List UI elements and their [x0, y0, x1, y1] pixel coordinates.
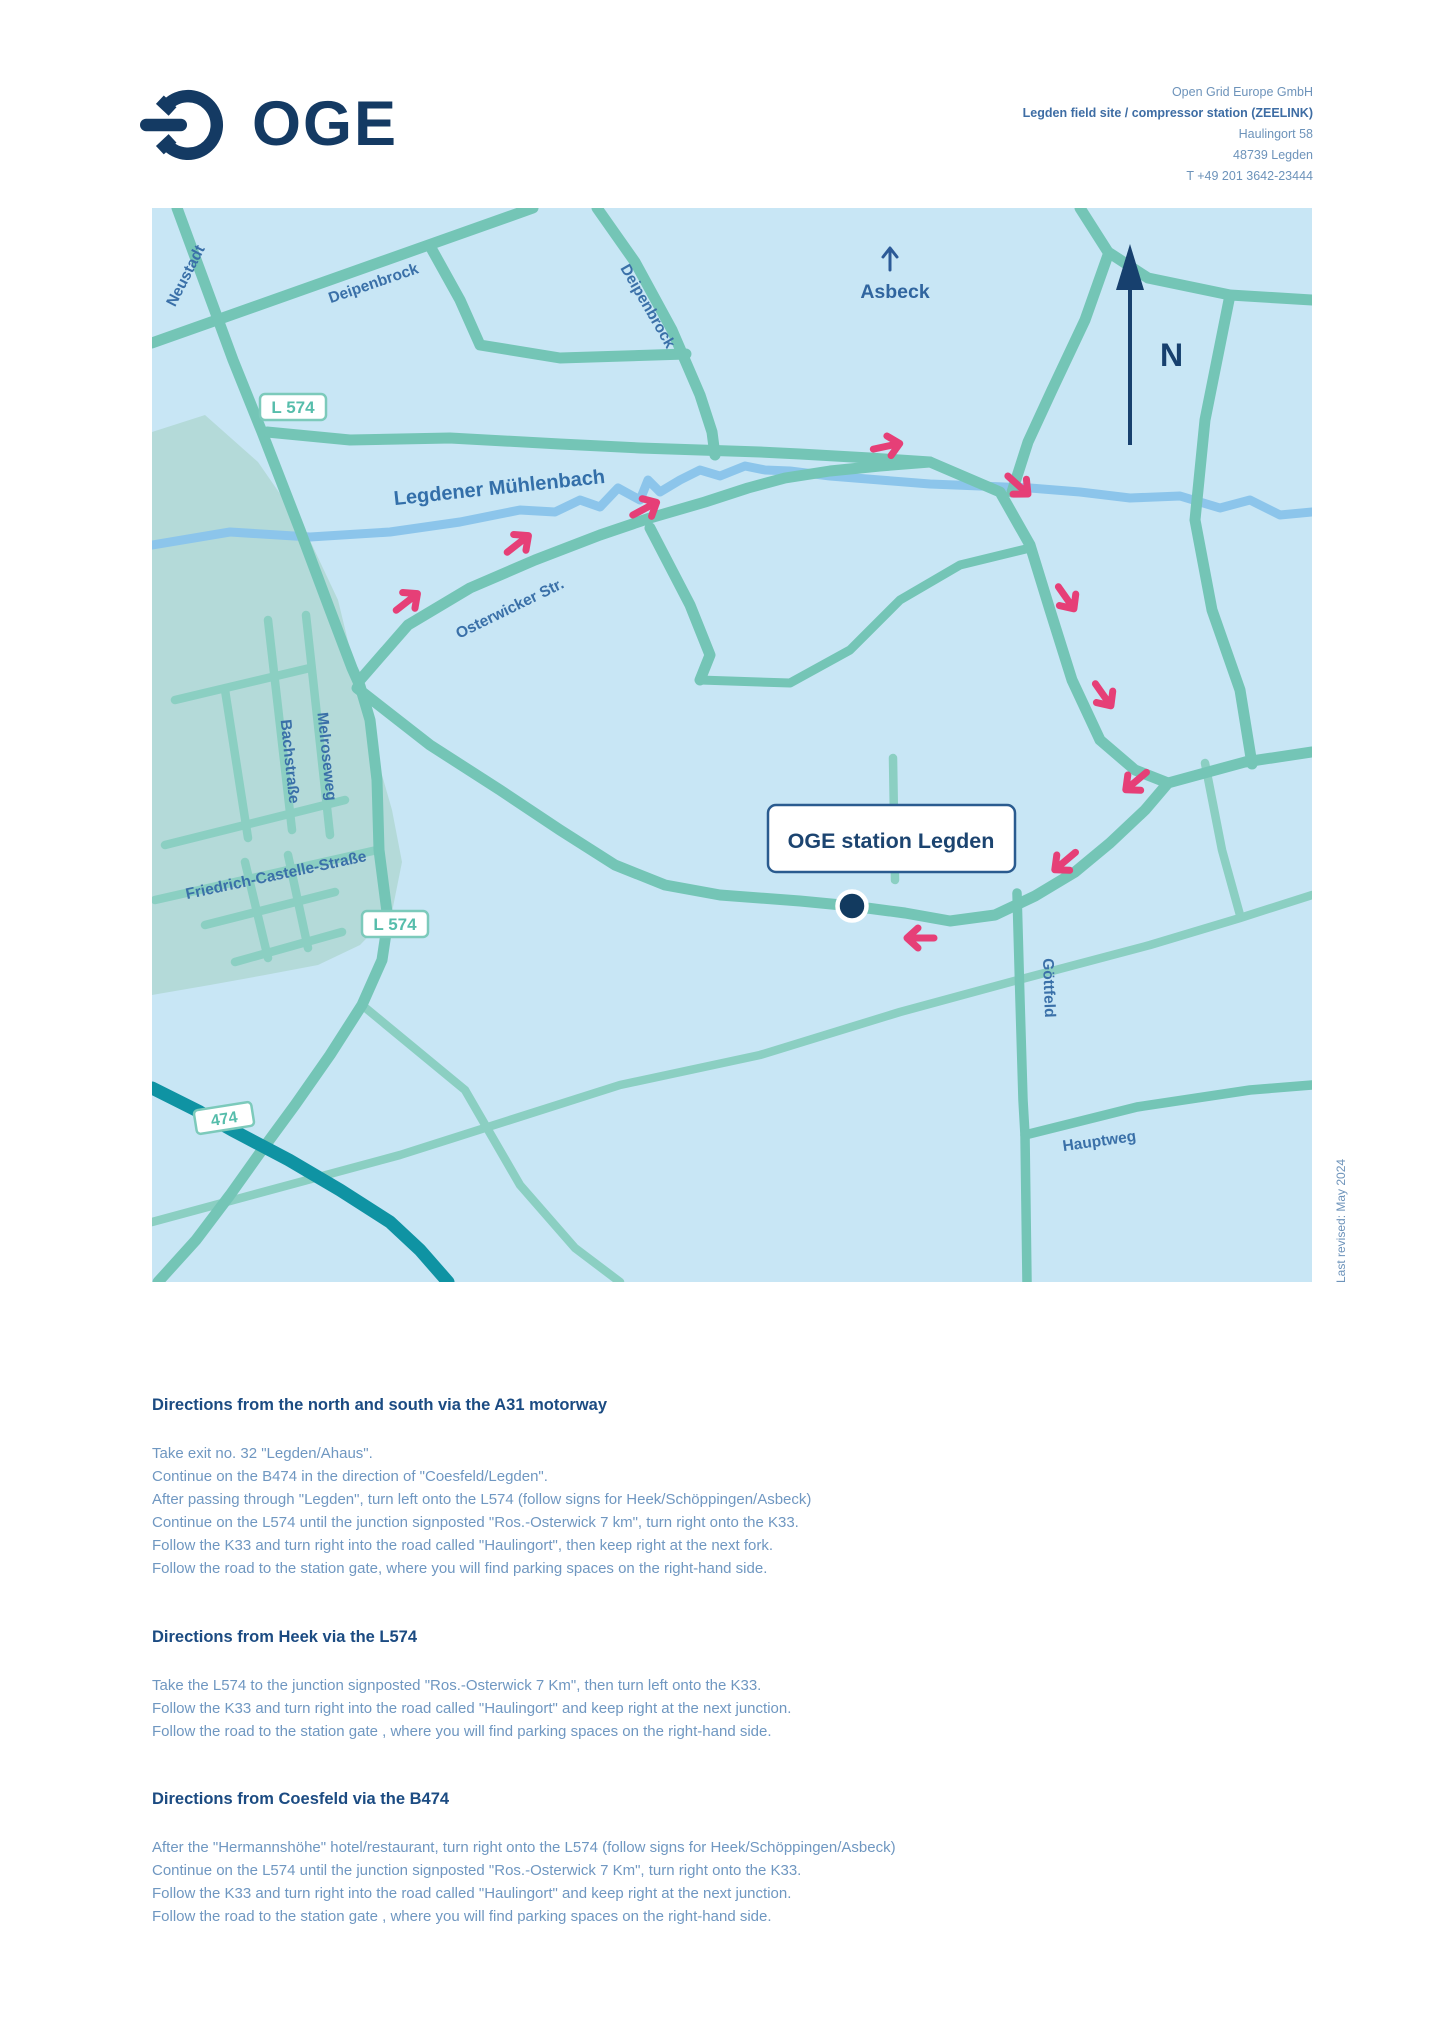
label-deipenbrock-w: Deipenbrock — [326, 260, 421, 308]
oge-logo — [140, 78, 398, 170]
site-map-svg — [152, 208, 1312, 1282]
label-neustadt: Neustadt — [163, 242, 209, 310]
label-goettfeld: Göttfeld — [1038, 957, 1059, 1018]
direction-line: Take exit no. 32 "Legden/Ahaus". — [152, 1445, 373, 1462]
direction-line: After passing through "Legden", turn left onto the L574 (follow signs for Heek/Schöppingen/Asbeck) — [152, 1491, 812, 1508]
direction-line: Continue on the L574 until the junction signposted "Ros.-Osterwick 7 km", turn right onto the K33. — [152, 1514, 799, 1531]
site-map — [152, 208, 1312, 1282]
directions-section-heek — [152, 1628, 1332, 1743]
direction-line: Follow the K33 and turn right into the road called "Haulingort" and keep right at the next junction. — [152, 1885, 792, 1902]
label-melroseweg: Melroseweg — [313, 711, 340, 802]
section-heading: Directions from Heek via the L574 — [152, 1628, 418, 1646]
directions-section-coesfeld — [152, 1790, 1332, 1928]
address-street: Haulingort 58 — [1238, 127, 1313, 141]
section-heading: Directions from Coesfeld via the B474 — [152, 1790, 450, 1808]
badge-l574-north — [260, 394, 326, 420]
direction-line: After the "Hermannshöhe" hotel/restaurant, turn right onto the L574 (follow signs for Heek/Schöppingen/Asbeck) — [152, 1839, 896, 1856]
svg-text:474: 474 — [209, 1108, 239, 1130]
label-osterwicker: Osterwicker Str. — [453, 575, 567, 643]
directions-section-a31 — [152, 1396, 1332, 1580]
station-marker — [838, 892, 867, 921]
direction-line: Follow the K33 and turn right into the road called "Haulingort", then keep right at the next fork. — [152, 1537, 774, 1554]
svg-text:L 574: L 574 — [271, 398, 315, 417]
address-block — [1023, 82, 1313, 187]
direction-line: Follow the K33 and turn right into the road called "Haulingort" and keep right at the next junction. — [152, 1700, 792, 1717]
direction-line: Continue on the L574 until the junction signposted "Ros.-Osterwick 7 Km", turn right onto the K33. — [152, 1862, 802, 1879]
badge-l574-south — [362, 911, 428, 937]
oge-logo-mark-icon — [140, 78, 236, 170]
label-asbeck: Asbeck — [860, 281, 930, 303]
label-bachstrasse: Bachstraße — [276, 718, 303, 805]
label-river: Legdener Mühlenbach — [392, 466, 607, 511]
section-heading: Directions from the north and south via the A31 motorway — [152, 1396, 608, 1414]
last-revised-note: Last revised: May 2024 — [1334, 1158, 1348, 1283]
direction-line: Continue on the B474 in the direction of "Coesfeld/Legden". — [152, 1468, 548, 1485]
direction-line: Follow the road to the station gate , where you will find parking spaces on the right-hand side. — [152, 1908, 772, 1925]
address-site: Legden field site / compressor station (ZEELINK) — [1022, 106, 1313, 120]
direction-line: Take the L574 to the junction signposted "Ros.-Osterwick 7 Km", then turn left onto the K33. — [152, 1677, 762, 1694]
address-phone: T +49 201 3642-23444 — [1186, 169, 1313, 183]
address-city: 48739 Legden — [1233, 148, 1313, 162]
label-deipenbrock-n: Deipenbrock — [616, 261, 679, 352]
station-label: OGE station Legden — [787, 829, 995, 853]
oge-logo-text: OGE — [252, 88, 399, 159]
direction-line: Follow the road to the station gate, where you will find parking spaces on the right-hand side. — [152, 1560, 768, 1577]
label-friedrich: Friedrich-Castelle-Straße — [184, 848, 368, 904]
compass-letter: N — [1160, 337, 1184, 373]
label-hauptweg: Hauptweg — [1061, 1127, 1138, 1156]
address-company: Open Grid Europe GmbH — [1171, 85, 1313, 99]
direction-line: Follow the road to the station gate , where you will find parking spaces on the right-hand side. — [152, 1723, 772, 1740]
svg-text:L 574: L 574 — [373, 915, 417, 934]
